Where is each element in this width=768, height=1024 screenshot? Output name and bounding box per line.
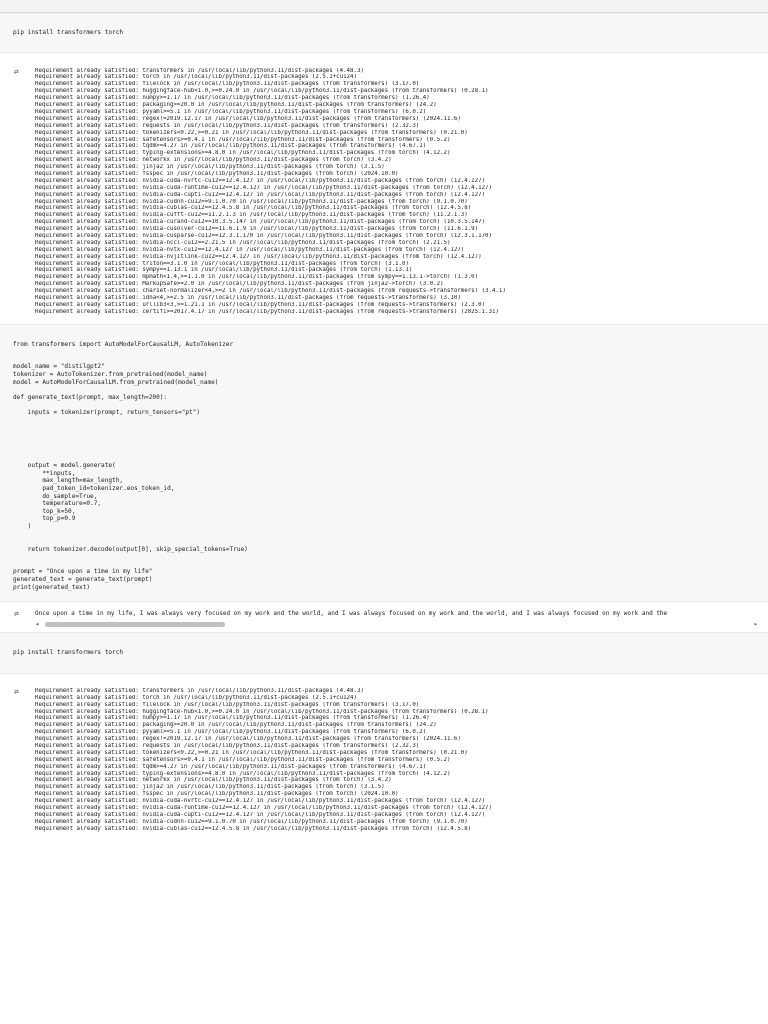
output-line: Requirement already satisfied: jinja2 in /usr/local/lib/python3.11/dist-packages (from torch) (3.1.5): [35, 164, 385, 171]
code-line: do_sample=True,: [13, 492, 98, 500]
output-lines-1: [35, 68, 768, 316]
output-line: Requirement already satisfied: safetensors>=0.4.1 in /usr/local/lib/python3.11/dist-packages (from transformers) (0.5.2): [35, 756, 451, 763]
code-line: model = AutoModelForCausalLM.from_pretrained(model_name): [13, 378, 219, 386]
output-line: Requirement already satisfied: fsspec in /usr/local/lib/python3.11/dist-packages (from torch) (2024.10.0): [35, 791, 399, 798]
code-line: from transformers import AutoModelForCausalLM, AutoTokenizer: [13, 340, 234, 348]
code-cell-2[interactable]: [0, 324, 768, 603]
output-line: Requirement already satisfied: MarkupSafe>=2.0 in /usr/local/lib/python3.11/dist-packages (from jinja2->torch) (3.0.2): [35, 281, 444, 288]
output-line: Requirement already satisfied: torch in /usr/local/lib/python3.11/dist-packages (2.5.1+cu124): [35, 74, 357, 81]
output-line: Requirement already satisfied: nvidia-nvtx-cu12==12.4.127 in /usr/local/lib/python3.11/dist-packages (from torch) (12.4.127): [35, 246, 465, 253]
output-line: Requirement already satisfied: nvidia-cusparse-cu12==12.3.1.170 in /usr/local/lib/python3.11/dist-packages (from torch) (12.3.1.170): [35, 232, 492, 239]
code-line: generated_text = generate_text(prompt): [13, 576, 153, 584]
output-line: Requirement already satisfied: idna<4,>=2.5 in /usr/local/lib/python3.11/dist-packages (from requests->transformers) (3.10): [35, 294, 461, 301]
output-line: Requirement already satisfied: packaging>=20.0 in /usr/local/lib/python3.11/dist-packages (from transformers) (24.2): [35, 102, 437, 109]
output-line: Requirement already satisfied: nvidia-nccl-cu12==2.21.5 in /usr/local/lib/python3.11/dist-packages (from torch) (2.21.5): [35, 239, 451, 246]
output-line: Requirement already satisfied: tqdm>=4.27 in /usr/local/lib/python3.11/dist-packages (from transformers) (4.67.1): [35, 143, 427, 150]
output-line: Requirement already satisfied: charset-normalizer<4,>=2 in /usr/local/lib/python3.11/dist-packages (from requests->transformers) (3.4.1): [35, 288, 506, 295]
output-line: Requirement already satisfied: nvidia-curand-cu12==10.3.5.147 in /usr/local/lib/python3.11/dist-packages (from torch) (10.3.5.147): [35, 219, 486, 226]
code-line: [13, 538, 754, 546]
output-line: Requirement already satisfied: pyyaml>=5.1 in /usr/local/lib/python3.11/dist-packages (from transformers) (6.0.2): [35, 108, 427, 115]
code-line: pip install transformers torch: [13, 29, 124, 36]
horizontal-scrollbar[interactable]: [35, 620, 768, 628]
scroll-right-icon[interactable]: ▸: [753, 620, 758, 629]
output-line: Requirement already satisfied: numpy>=1.17 in /usr/local/lib/python3.11/dist-packages (from transformers) (1.26.4): [35, 715, 430, 722]
output-line: Requirement already satisfied: nvidia-cufft-cu12==11.2.1.3 in /usr/local/lib/python3.11/dist-packages (from torch) (11.2.1.3): [35, 212, 468, 219]
code-line: tokenizer = AutoTokenizer.from_pretrained(model_name): [13, 371, 208, 379]
code-line: [13, 439, 754, 447]
code-line: [13, 432, 754, 440]
output-area-2: [0, 602, 768, 632]
code-line: [13, 401, 754, 409]
code-line: [13, 348, 754, 356]
output-line: Requirement already satisfied: torch in /usr/local/lib/python3.11/dist-packages (2.5.1+cu124): [35, 694, 357, 701]
code-line: inputs = tokenizer(prompt, return_tensors="pt"): [13, 409, 201, 416]
code-line: temperature=0.7,: [13, 500, 102, 508]
scroll-left-icon[interactable]: ◂: [35, 620, 40, 629]
code-line: pip install transformers torch: [13, 649, 124, 657]
output-line: Requirement already satisfied: nvidia-cuda-nvrtc-cu12==12.4.127 in /usr/local/lib/python3.11/dist-packages (from torch) (12.4.127): [35, 798, 486, 805]
output-line: Requirement already satisfied: filelock in /usr/local/lib/python3.11/dist-packages (from transformers) (3.17.0): [35, 701, 420, 708]
output-line: Requirement already satisfied: huggingface-hub<1.0,>=0.24.0 in /usr/local/lib/python3.11/dist-packages (from transformers) (0.28.1): [35, 88, 489, 95]
output-line: Requirement already satisfied: tokenizers<0.22,>=0.21 in /usr/local/lib/python3.11/dist-packages (from transformers) (0.21.0): [35, 749, 468, 756]
output-line: Requirement already satisfied: nvidia-cuda-nvrtc-cu12==12.4.127 in /usr/local/lib/python3.11/dist-packages (from torch) (12.4.127): [35, 177, 486, 184]
code-line: top_k=50,: [13, 507, 76, 515]
output-line: Requirement already satisfied: networkx in /usr/local/lib/python3.11/dist-packages (from torch) (3.4.2): [35, 157, 392, 164]
output-line: Requirement already satisfied: nvidia-cublas-cu12==12.4.5.8 in /usr/local/lib/python3.11/dist-packages (from torch) (12.4.5.8): [35, 825, 472, 832]
output-line: Requirement already satisfied: tqdm>=4.27 in /usr/local/lib/python3.11/dist-packages (from transformers) (4.67.1): [35, 763, 427, 770]
output-line: Requirement already satisfied: typing-extensions>=4.8.0 in /usr/local/lib/python3.11/dist-packages (from torch) (4.12.2): [35, 770, 451, 777]
output-line: Requirement already satisfied: nvidia-cudnn-cu12==9.1.0.70 in /usr/local/lib/python3.11/dist-packages (from torch) (9.1.0.70): [35, 198, 468, 205]
output-line: Requirement already satisfied: networkx in /usr/local/lib/python3.11/dist-packages (from torch) (3.4.2): [35, 777, 392, 784]
code-line: def generate_text(prompt, max_length=200):: [13, 393, 168, 401]
code-line: return tokenizer.decode(output[0], skip_special_tokens=True): [13, 545, 248, 553]
notebook-cell-2: [0, 324, 768, 633]
code-line: [13, 386, 754, 394]
code-line: [13, 356, 754, 364]
output-line: Requirement already satisfied: pyyaml>=5.1 in /usr/local/lib/python3.11/dist-packages (from transformers) (6.0.2): [35, 729, 427, 736]
code-line: print(generated_text): [13, 583, 91, 591]
output-line: Requirement already satisfied: nvidia-cuda-cupti-cu12==12.4.127 in /usr/local/lib/python3.11/dist-packages (from torch) (12.4.127): [35, 191, 486, 198]
output-toggle-icon[interactable]: ⇄: [14, 686, 19, 696]
output-line: Requirement already satisfied: mpmath<1.4,>=1.1.0 in /usr/local/lib/python3.11/dist-packages (from sympy==1.13.1->torch) (1.3.0): [35, 274, 479, 281]
output-line: Requirement already satisfied: transformers in /usr/local/lib/python3.11/dist-packages (4.48.3): [35, 687, 364, 694]
output-line: Requirement already satisfied: certifi>=2017.4.17 in /usr/local/lib/python3.11/dist-packages (from requests->transformers) (2025.1.31): [35, 308, 499, 315]
output-line: Requirement already satisfied: nvidia-cudnn-cu12==9.1.0.70 in /usr/local/lib/python3.11/dist-packages (from torch) (9.1.0.70): [35, 818, 468, 825]
code-line: ): [13, 522, 32, 530]
notebook-cell-3: [0, 632, 768, 832]
output-line: Requirement already satisfied: typing-extensions>=4.8.0 in /usr/local/lib/python3.11/dist-packages (from torch) (4.12.2): [35, 150, 451, 157]
output-line: Requirement already satisfied: numpy>=1.17 in /usr/local/lib/python3.11/dist-packages (from transformers) (1.26.4): [35, 95, 430, 102]
code-cell-3[interactable]: [0, 632, 768, 674]
output-line: Requirement already satisfied: nvidia-cuda-runtime-cu12==12.4.127 in /usr/local/lib/python3.11/dist-packages (from torch) (12.4.127): [35, 184, 492, 191]
code-line: model_name = "distilgpt2": [13, 363, 105, 371]
output-line: Requirement already satisfied: fsspec in /usr/local/lib/python3.11/dist-packages (from torch) (2024.10.0): [35, 170, 399, 177]
output-line: Requirement already satisfied: nvidia-cuda-cupti-cu12==12.4.127 in /usr/local/lib/python3.11/dist-packages (from torch) (12.4.127): [35, 811, 486, 818]
output-line: Requirement already satisfied: packaging>=20.0 in /usr/local/lib/python3.11/dist-packages (from transformers) (24.2): [35, 722, 437, 729]
output-line: Requirement already satisfied: nvidia-cublas-cu12==12.4.5.8 in /usr/local/lib/python3.11/dist-packages (from torch) (12.4.5.8): [35, 205, 472, 212]
code-line: output = model.generate(: [13, 462, 116, 470]
output-toggle-icon[interactable]: ⇄: [14, 66, 19, 76]
code-line: [13, 455, 754, 463]
code-line: [13, 424, 754, 432]
output-line: Requirement already satisfied: requests in /usr/local/lib/python3.11/dist-packages (from transformers) (2.32.3): [35, 742, 420, 749]
output-line: Requirement already satisfied: triton==3.1.0 in /usr/local/lib/python3.11/dist-packages (from torch) (3.1.0): [35, 260, 409, 267]
output-area-1: [0, 53, 768, 324]
output-line: Requirement already satisfied: sympy==1.13.1 in /usr/local/lib/python3.11/dist-packages (from torch) (1.13.1): [35, 267, 413, 274]
code-line: [13, 447, 754, 455]
output-line: Requirement already satisfied: safetensors>=0.4.1 in /usr/local/lib/python3.11/dist-packages (from transformers) (0.5.2): [35, 136, 451, 143]
code-line: pad_token_id=tokenizer.eos_token_id,: [13, 484, 175, 492]
output-line: Requirement already satisfied: nvidia-cuda-runtime-cu12==12.4.127 in /usr/local/lib/python3.11/dist-packages (from torch) (12.4.127): [35, 804, 492, 811]
code-line: [13, 531, 754, 539]
code-line: [13, 561, 754, 569]
output-line: Requirement already satisfied: nvidia-nvjitlink-cu12==12.4.127 in /usr/local/lib/python3.11/dist-packages (from torch) (12.4.127): [35, 253, 482, 260]
output-toggle-icon[interactable]: ⇄: [14, 609, 19, 619]
code-cell-1[interactable]: [0, 13, 768, 53]
output-area-3: [0, 674, 768, 833]
code-line: max_length=max_length,: [13, 477, 124, 485]
scrollbar-thumb[interactable]: [45, 622, 225, 627]
output-line: Requirement already satisfied: nvidia-cusolver-cu12==11.6.1.9 in /usr/local/lib/python3.11/dist-packages (from torch) (11.6.1.9): [35, 226, 479, 233]
output-line: Requirement already satisfied: huggingface-hub<1.0,>=0.24.0 in /usr/local/lib/python3.11/dist-packages (from transformers) (0.28.1): [35, 708, 489, 715]
code-lines-2: [13, 341, 754, 592]
output-line: Requirement already satisfied: regex!=2019.12.17 in /usr/local/lib/python3.11/dist-packages (from transformers) (2024.11.6): [35, 736, 461, 743]
code-line: top_p=0.9: [13, 515, 76, 523]
code-line: **inputs,: [13, 469, 76, 477]
output-line: Requirement already satisfied: requests in /usr/local/lib/python3.11/dist-packages (from transformers) (2.32.3): [35, 122, 420, 129]
notebook-cell-1: [0, 13, 768, 324]
output-line: Requirement already satisfied: jinja2 in /usr/local/lib/python3.11/dist-packages (from torch) (3.1.5): [35, 784, 385, 791]
output-line: Requirement already satisfied: transformers in /usr/local/lib/python3.11/dist-packages (4.48.3): [35, 67, 364, 74]
output-line: Requirement already satisfied: filelock in /usr/local/lib/python3.11/dist-packages (from transformers) (3.17.0): [35, 81, 420, 88]
top-toolbar: [0, 0, 768, 13]
output-line: Requirement already satisfied: regex!=2019.12.17 in /usr/local/lib/python3.11/dist-packages (from transformers) (2024.11.6): [35, 115, 461, 122]
output-lines-3: [35, 688, 768, 833]
code-line: [13, 417, 754, 425]
output-line: Requirement already satisfied: tokenizers<0.22,>=0.21 in /usr/local/lib/python3.11/dist-packages (from transformers) (0.21.0): [35, 129, 468, 136]
output-line: Requirement already satisfied: urllib3<3,>=1.21.1 in /usr/local/lib/python3.11/dist-packages (from requests->transformers) (2.3.0): [35, 301, 486, 308]
generated-text-output: Once upon a time in my life, I was always very focused on my work and the world, and I was always focused on my work and the world, and I was always focused on my work and the: [35, 610, 668, 618]
code-line: prompt = "Once upon a time in my life": [13, 568, 153, 576]
code-line: [13, 553, 754, 561]
